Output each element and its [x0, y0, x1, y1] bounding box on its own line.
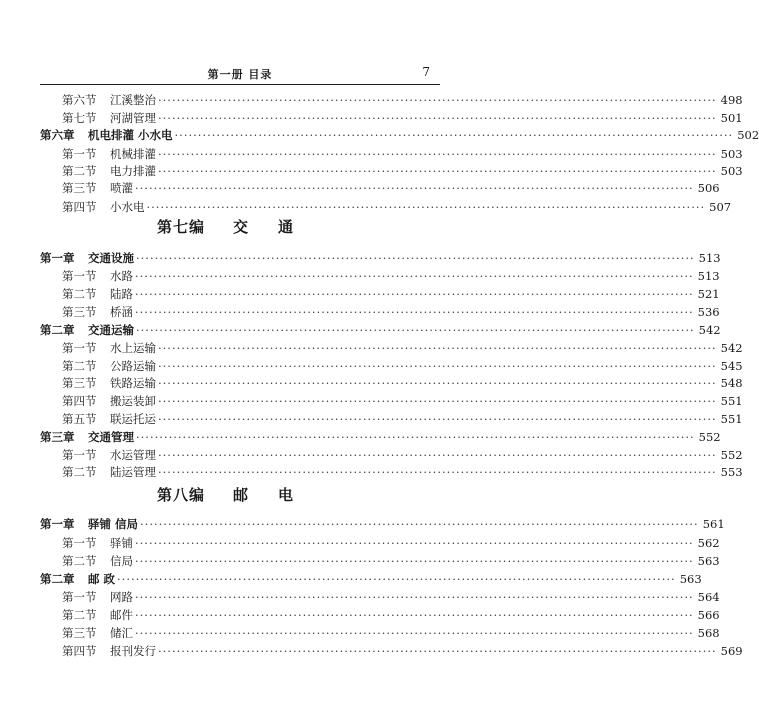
toc-section-row[interactable]	[62, 92, 743, 110]
page-ref: 536	[697, 305, 720, 319]
toc-section-row[interactable]	[62, 199, 732, 217]
toc-section-row[interactable]	[62, 589, 720, 607]
dot-leader: ························································································································	[136, 251, 695, 265]
section-label: 第二节	[62, 608, 97, 622]
part-heading	[0, 216, 480, 237]
page-header	[40, 64, 440, 85]
chapter-label: 第二章	[40, 323, 75, 337]
toc-chapter-row[interactable]	[40, 516, 725, 534]
page-ref: 564	[697, 590, 720, 604]
toc-chapter-row[interactable]	[40, 127, 759, 145]
chapter-title: 驿铺 信局	[88, 517, 139, 531]
page-ref: 503	[720, 147, 743, 161]
dot-leader: ························································································································	[135, 626, 694, 640]
dot-leader: ························································································································	[146, 200, 706, 214]
page-ref: 542	[720, 341, 743, 355]
section-label: 第三节	[62, 376, 97, 390]
section-label: 第四节	[62, 394, 97, 408]
dot-leader: ························································································································	[174, 128, 734, 142]
section-label: 第二节	[62, 554, 97, 568]
page-ref: 545	[720, 359, 743, 373]
section-label: 第二节	[62, 465, 97, 479]
toc-section-row[interactable]	[62, 340, 743, 358]
toc-section-row[interactable]	[62, 180, 720, 198]
dot-leader: ························································································································	[140, 517, 699, 531]
toc-chapter-row[interactable]	[40, 429, 721, 447]
chapter-label: 第六章	[40, 128, 75, 142]
toc-section-row[interactable]	[62, 358, 743, 376]
page-ref: 513	[698, 251, 721, 265]
page-ref: 553	[720, 465, 743, 479]
section-label: 第四节	[62, 200, 97, 214]
toc-section-row[interactable]	[62, 304, 720, 322]
toc-section-row[interactable]	[62, 607, 720, 625]
toc-section-row[interactable]	[62, 286, 720, 304]
page-ref: 507	[709, 200, 732, 214]
dot-leader: ························································································································	[158, 359, 717, 373]
toc-section-row[interactable]	[62, 625, 720, 643]
section-title: 报刊发行	[110, 644, 156, 658]
page-ref: 501	[720, 111, 743, 125]
section-title: 搬运装卸	[110, 394, 156, 408]
chapter-label: 第一章	[40, 251, 75, 265]
section-label: 第二节	[62, 287, 97, 301]
section-title: 小水电	[110, 200, 145, 214]
page-ref: 503	[720, 164, 743, 178]
chapter-label: 第一章	[40, 517, 75, 531]
section-label: 第四节	[62, 644, 97, 658]
page-ref: 561	[702, 517, 725, 531]
toc-section-row[interactable]	[62, 535, 720, 553]
section-label: 第一节	[62, 269, 97, 283]
page-ref: 563	[679, 572, 702, 586]
chapter-label: 第二章	[40, 572, 75, 586]
section-title: 铁路运输	[110, 376, 156, 390]
section-label: 第一节	[62, 448, 97, 462]
dot-leader: ························································································································	[158, 465, 717, 479]
section-title: 电力排灌	[110, 164, 156, 178]
section-label: 第三节	[62, 305, 97, 319]
section-title: 水路	[110, 269, 133, 283]
part-label: 第八编	[156, 486, 205, 504]
section-label: 第一节	[62, 536, 97, 550]
section-title: 联运托运	[110, 412, 156, 426]
chapter-title: 交通运输	[88, 323, 134, 337]
section-title: 邮件	[110, 608, 133, 622]
page-ref: 563	[697, 554, 720, 568]
dot-leader: ························································································································	[158, 93, 717, 107]
toc-chapter-row[interactable]	[40, 322, 721, 340]
page-ref: 542	[698, 323, 721, 337]
toc-section-row[interactable]	[62, 553, 720, 571]
page-ref: 521	[697, 287, 720, 301]
toc-section-row[interactable]	[62, 163, 743, 181]
dot-leader: ························································································································	[135, 287, 694, 301]
page-ref: 551	[720, 394, 743, 408]
toc-section-row[interactable]	[62, 447, 743, 465]
toc-section-row[interactable]	[62, 146, 743, 164]
dot-leader: ························································································································	[158, 394, 717, 408]
section-label: 第一节	[62, 147, 97, 161]
dot-leader: ························································································································	[135, 181, 694, 195]
section-label: 第七节	[62, 111, 97, 125]
toc-section-row[interactable]	[62, 464, 743, 482]
chapter-title: 邮 政	[88, 572, 116, 586]
section-label: 第六节	[62, 93, 97, 107]
dot-leader: ························································································································	[135, 536, 694, 550]
toc-section-row[interactable]	[62, 393, 743, 411]
section-title: 网路	[110, 590, 133, 604]
part-title: 邮电	[233, 486, 324, 504]
section-title: 桥涵	[110, 305, 133, 319]
dot-leader: ························································································································	[136, 430, 695, 444]
section-title: 江溪整治	[110, 93, 156, 107]
section-label: 第二节	[62, 164, 97, 178]
page-ref: 569	[720, 644, 743, 658]
dot-leader: ························································································································	[158, 376, 717, 390]
dot-leader: ························································································································	[158, 164, 717, 178]
page-ref: 568	[697, 626, 720, 640]
dot-leader: ························································································································	[158, 644, 717, 658]
section-title: 机械排灌	[110, 147, 156, 161]
toc-section-row[interactable]	[62, 375, 743, 393]
page-ref: 506	[697, 181, 720, 195]
part-title: 交通	[233, 218, 324, 236]
section-title: 陆路	[110, 287, 133, 301]
page-number: 7	[422, 65, 430, 79]
toc-section-row[interactable]	[62, 110, 743, 128]
chapter-title: 交通设施	[88, 251, 134, 265]
section-label: 第一节	[62, 341, 97, 355]
page-ref: 502	[737, 128, 759, 142]
section-label: 第三节	[62, 626, 97, 640]
section-title: 驿铺	[110, 536, 133, 550]
section-title: 水运管理	[110, 448, 156, 462]
dot-leader: ························································································································	[135, 608, 694, 622]
section-title: 喷灌	[110, 181, 133, 195]
dot-leader: ························································································································	[135, 590, 694, 604]
page-ref: 513	[697, 269, 720, 283]
section-title: 水上运输	[110, 341, 156, 355]
chapter-title: 机电排灌 小水电	[88, 128, 173, 142]
section-label: 第二节	[62, 359, 97, 373]
part-heading	[0, 484, 480, 505]
toc-section-row[interactable]	[62, 643, 743, 661]
dot-leader: ························································································································	[117, 572, 676, 586]
dot-leader: ························································································································	[158, 412, 717, 426]
section-label: 第五节	[62, 412, 97, 426]
page-ref: 548	[720, 376, 743, 390]
page-ref: 562	[697, 536, 720, 550]
section-title: 信局	[110, 554, 133, 568]
dot-leader: ························································································································	[136, 323, 695, 337]
chapter-label: 第三章	[40, 430, 75, 444]
header-title: 第一册 目录	[207, 68, 273, 81]
dot-leader: ························································································································	[135, 305, 694, 319]
page-ref: 552	[720, 448, 743, 462]
page-ref: 552	[698, 430, 721, 444]
toc-section-row[interactable]	[62, 268, 720, 286]
page-ref: 566	[697, 608, 720, 622]
page-ref: 551	[720, 412, 743, 426]
dot-leader: ························································································································	[135, 554, 694, 568]
dot-leader: ························································································································	[135, 269, 694, 283]
dot-leader: ························································································································	[158, 448, 717, 462]
dot-leader: ························································································································	[158, 341, 717, 355]
toc-section-row[interactable]	[62, 411, 743, 429]
page-ref: 498	[720, 93, 743, 107]
chapter-title: 交通管理	[88, 430, 134, 444]
section-label: 第三节	[62, 181, 97, 195]
section-title: 陆运管理	[110, 465, 156, 479]
dot-leader: ························································································································	[158, 147, 717, 161]
section-title: 河湖管理	[110, 111, 156, 125]
toc-chapter-row[interactable]	[40, 250, 721, 268]
section-label: 第一节	[62, 590, 97, 604]
dot-leader: ························································································································	[158, 111, 717, 125]
toc-chapter-row[interactable]	[40, 571, 702, 589]
section-title: 公路运输	[110, 359, 156, 373]
section-title: 储汇	[110, 626, 133, 640]
part-label: 第七编	[156, 218, 205, 236]
